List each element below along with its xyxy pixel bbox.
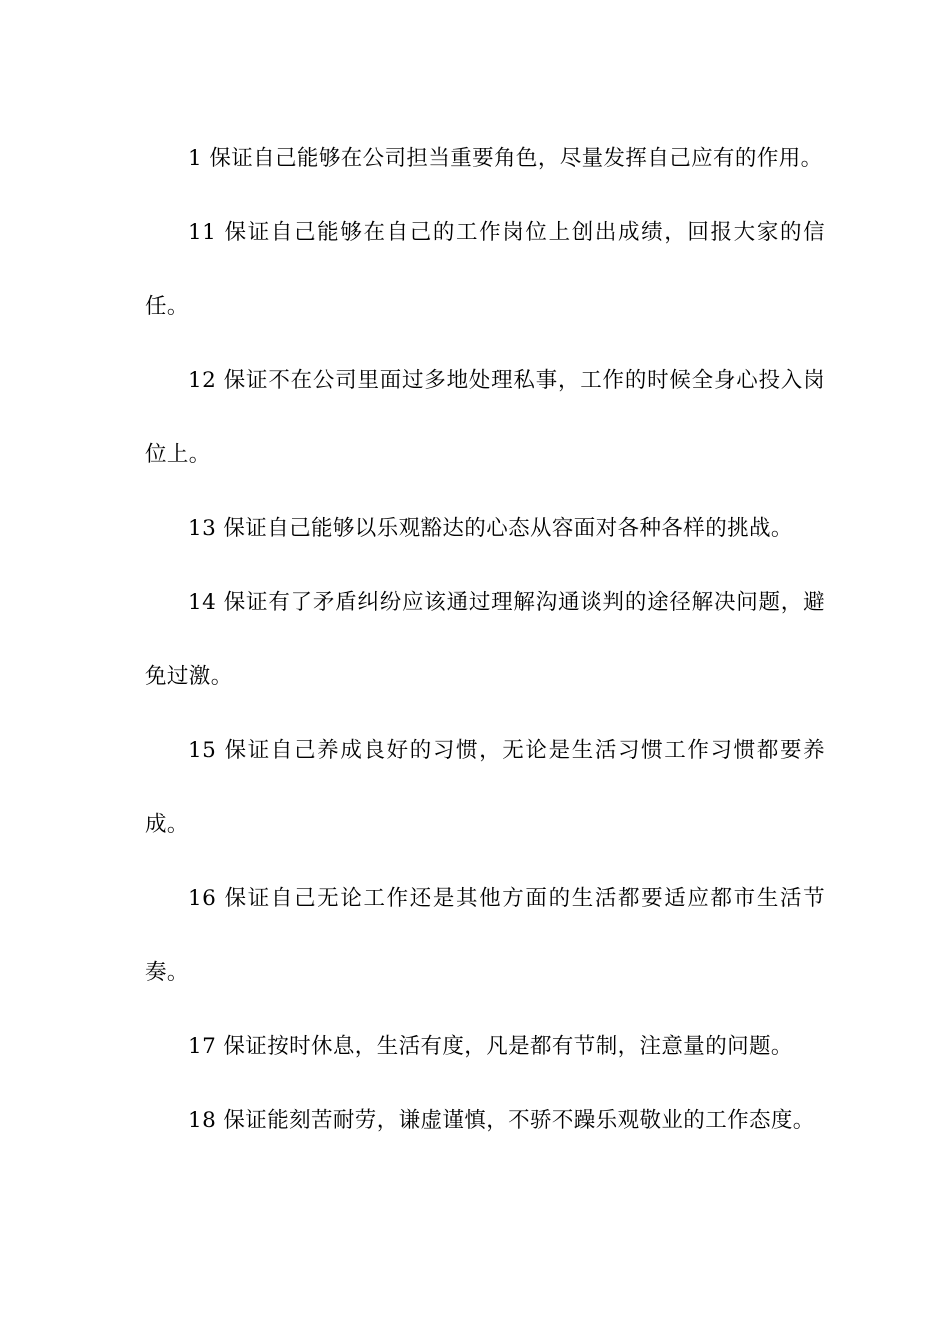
paragraph-item-16: 16 保证自己无论工作还是其他方面的生活都要适应都市生活节奏。 [145,886,825,985]
paragraph-item-11: 11 保证自己能够在自己的工作岗位上创出成绩，回报大家的信任。 [145,220,825,319]
paragraph-item-15: 15 保证自己养成良好的习惯，无论是生活习惯工作习惯都要养成。 [145,738,825,837]
paragraph-item-18: 18 保证能刻苦耐劳，谦虚谨慎，不骄不躁乐观敬业的工作态度。 [188,1108,815,1133]
paragraph-item-12: 12 保证不在公司里面过多地处理私事，工作的时候全身心投入岗位上。 [145,368,825,467]
paragraph-item-13: 13 保证自己能够以乐观豁达的心态从容面对各种各样的挑战。 [188,516,793,541]
paragraph-item-17: 17 保证按时休息，生活有度，凡是都有节制，注意量的问题。 [188,1034,793,1059]
paragraph-item-1: 1 保证自己能够在公司担当重要角色，尽量发挥自己应有的作用。 [188,146,823,171]
paragraph-item-14: 14 保证有了矛盾纠纷应该通过理解沟通谈判的途径解决问题，避免过激。 [145,590,825,689]
document-body [145,122,825,1158]
